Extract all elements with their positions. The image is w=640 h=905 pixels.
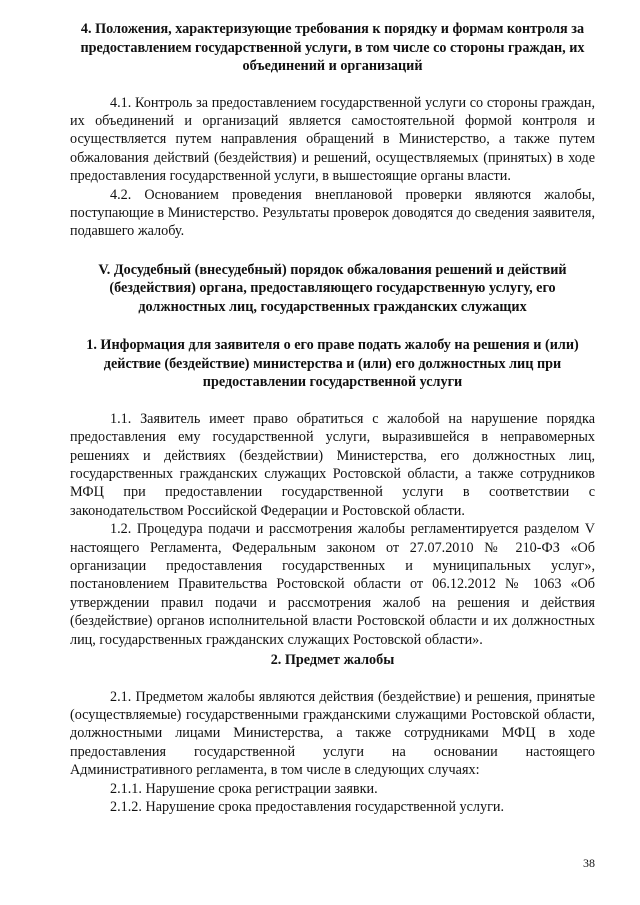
- subsection-2-heading: 2. Предмет жалобы: [270, 652, 395, 669]
- subsection-1-heading: 1. Информация для заявителя о его праве подать жалобу на решения и (или) действие (бездействие) министерства и (или) его должностных лиц при предоставлении государственной услуги: [86, 337, 579, 391]
- paragraph-4-2: 4.2. Основанием проведения внеплановой проверки являются жалобы, поступающие в Министерство. Результаты проверок доводятся до сведения заявителя, подавшего жалобу.: [70, 186, 595, 240]
- paragraph-1-2: 1.2. Процедура подачи и рассмотрения жалобы регламентируется разделом V настоящего Регламента, Федеральным законом от 27.07.2010 № 210-ФЗ «Об организации предоставления государственных и муниципальных услуг», постановлением Правительства Ростовской области от 06.12.2012 № 1063 «Об утверждении правил подачи и рассмотрения жалоб на решения и действия (бездействие) органов исполнительной власти Ростовской области и их должностных лиц, государственных гражданских служащих Ростовской области».: [70, 521, 595, 648]
- paragraph-2-1: 2.1. Предметом жалобы являются действия (бездействие) и решения, принятые (осуществляемые) государственными гражданскими служащими Ростовской области, должностными лицами Министерства, а также сотрудниками МФЦ в ходе предоставления государственной услуги на основании настоящего Административного регламента, в том числе в следующих случаях:: [70, 688, 595, 779]
- section-4-heading: 4. Положения, характеризующие требования к порядку и формам контроля за предоставлением государственной услуги, в том числе со стороны граждан, их объединений и организаций: [80, 21, 585, 74]
- paragraph-4-1: 4.1. Контроль за предоставлением государственной услуги со стороны граждан, их объединений и организаций является самостоятельной формой контроля и осуществляется путем направления обращений в Министерство, а также путем обжалования действий (бездействия) и решений, осуществляемых (принятых) в ходе предоставления государственной услуги, в вышестоящие органы власти.: [70, 94, 595, 185]
- paragraph-1-1: 1.1. Заявитель имеет право обратиться с жалобой на нарушение порядка предоставления ему государственной услуги, выразившейся в неправомерных решениях и действиях (бездействии) Министерства, его должностных лиц, государственных гражданских служащих Ростовской области, а также сотрудников МФЦ при предоставлении государственной услуги в соответствии с законодательством Российской Федерации и Ростовской области.: [70, 410, 595, 519]
- paragraph-2-1-1: 2.1.1. Нарушение срока регистрации заявки.: [110, 780, 378, 797]
- paragraph-2-1-2: 2.1.2. Нарушение срока предоставления государственной услуги.: [110, 798, 505, 815]
- page-number: 38: [583, 856, 595, 870]
- section-5-heading: V. Досудебный (внесудебный) порядок обжалования решений и действий (бездействия) органа, предоставляющего государственную услугу, его должностных лиц, государственных гражданских служащих: [98, 261, 567, 315]
